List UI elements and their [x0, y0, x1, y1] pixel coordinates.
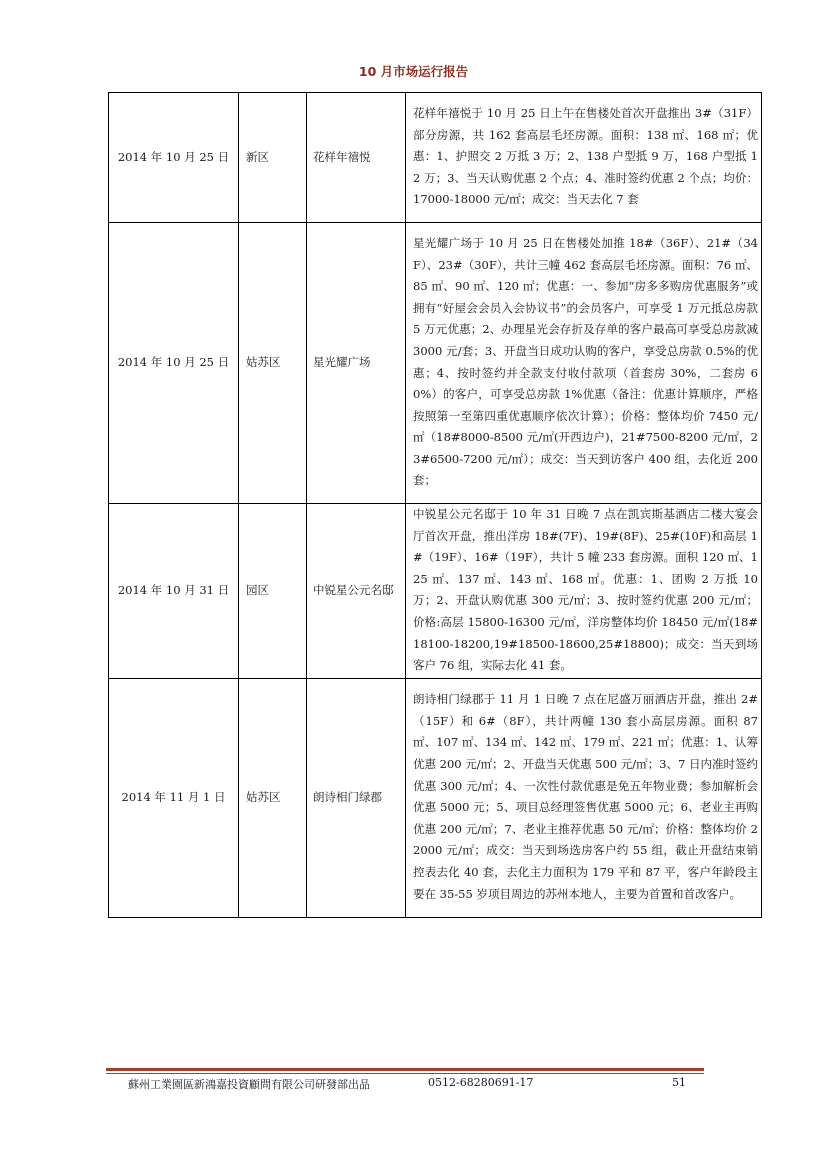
- launch-date-cell: 2014 年 10 月 31 日: [109, 504, 239, 679]
- project-name-cell: 朗诗相门绿郡: [307, 678, 406, 917]
- project-description-cell: 星光耀广场于 10 月 25 日在售楼处加推 18#（36F）、21#（34F）、23#（30F），共计三幢 462 套高层毛坯房源。面积：76 ㎡、85 ㎡、90 ㎡、120 ㎡；优惠：一、参加“房多多购房优惠服务”或拥有“好屋会会员入会协议书”的会员客户，可享受 1 万元抵总房款 5 万元优惠；2、办理星光会存折及存单的客户最高可享受总房款减 3000 元/套；3、开盘当日成功认购的客户，享受总房款 0.5%的优惠；4、按时签约并全款支付收付款项（首套房 30%，二套房 60%）的客户，可享受总房款 1%优惠（备注：优惠计算顺序，严格按照第一至第四重优惠顺序依次计算）；价格：整体均价 7450 元/㎡（18#8000-8500 元/㎡(开西边户)，21#7500-8200 元/㎡，23#6500-7200 元/㎡）；成交：当天到访客户 400 组，去化近 200 套；: [406, 223, 762, 504]
- page-header-title: 10 月市场运行报告: [358, 64, 469, 79]
- district-cell: 新区: [239, 93, 307, 223]
- project-description-cell: 花样年禧悦于 10 月 25 日上午在售楼处首次开盘推出 3#（31F）部分房源，共 162 套高层毛坯房源。面积：138 ㎡、168 ㎡；优惠：1、护照交 2 万抵 3 万；2、138 户型抵 9 万，168 户型抵 12 万；3、当天认购优惠 2 个点；4、准时签约优惠 2 个点；均价：17000-18000 元/㎡；成交：当天去化 7 套: [406, 93, 762, 223]
- project-name-cell: 花样年禧悦: [307, 93, 406, 223]
- project-description-cell: 中锐星公元名邸于 10 年 31 日晚 7 点在凯宾斯基酒店二楼大宴会厅首次开盘，推出洋房 18#(7F)、19#(8F)、25#(10F)和高层 1#（19F）、16#（19F），共计 5 幢 233 套房源。面积 120 ㎡、125 ㎡、137 ㎡、143 ㎡、168 ㎡。优惠：1、团购 2 万抵 10 万；2、开盘认购优惠 300 元/㎡；3、按时签约优惠 200 元/㎡；价格:高层 15800-16300 元/㎡，洋房整体均价 18450 元/㎡(18#18100-18200,19#18500-18600,25#18800)；成交：当天到场客户 76 组，实际去化 41 套。: [406, 504, 762, 679]
- district-cell: 园区: [239, 504, 307, 679]
- table-row: [109, 223, 762, 504]
- district-cell: 姑苏区: [239, 678, 307, 917]
- project-launch-table: [108, 92, 762, 918]
- district-cell: 姑苏区: [239, 223, 307, 504]
- footer-rule-thick: [106, 1068, 704, 1071]
- project-description-cell: 朗诗相门绿郡于 11 月 1 日晚 7 点在尼盛万丽酒店开盘，推出 2#（15F）和 6#（8F），共计两幢 130 套小高层房源。面积 87 ㎡、107 ㎡、134 ㎡、142 ㎡、179 ㎡、221 ㎡；优惠：1、认筹优惠 200 元/㎡；2、开盘当天优惠 500 元/㎡；3、7 日内准时签约优惠 300 元/㎡；4、一次性付款优惠是免五年物业费；参加解析会优惠 5000 元；5、项目总经理签售优惠 5000 元；6、老业主再购优惠 200 元/㎡；7、老业主推荐优惠 50 元/㎡；价格：整体均价 22000 元/㎡；成交：当天到场选房客户约 55 组，截止开盘结束销控表去化 40 套，去化主力面积为 179 平和 87 平，客户年龄段主要在 35-55 岁项目周边的苏州本地人，主要为首置和首改客户。: [406, 678, 762, 917]
- project-name-cell: 星光耀广场: [307, 223, 406, 504]
- table-row: [109, 504, 762, 679]
- launch-date-cell: 2014 年 10 月 25 日: [109, 93, 239, 223]
- launch-date-cell: 2014 年 10 月 25 日: [109, 223, 239, 504]
- table-row: [109, 93, 762, 223]
- footer-phone: 0512-68280691-17: [428, 1076, 534, 1089]
- footer-company: 蘇州工業園區新鴻嘉投資顧問有限公司研發部出品: [128, 1078, 370, 1091]
- footer-rule-thin: [106, 1073, 704, 1074]
- page-number: 51: [672, 1076, 686, 1089]
- launch-date-cell: 2014 年 11 月 1 日: [109, 678, 239, 917]
- project-name-cell: 中锐星公元名邸: [307, 504, 406, 679]
- table-row: [109, 678, 762, 917]
